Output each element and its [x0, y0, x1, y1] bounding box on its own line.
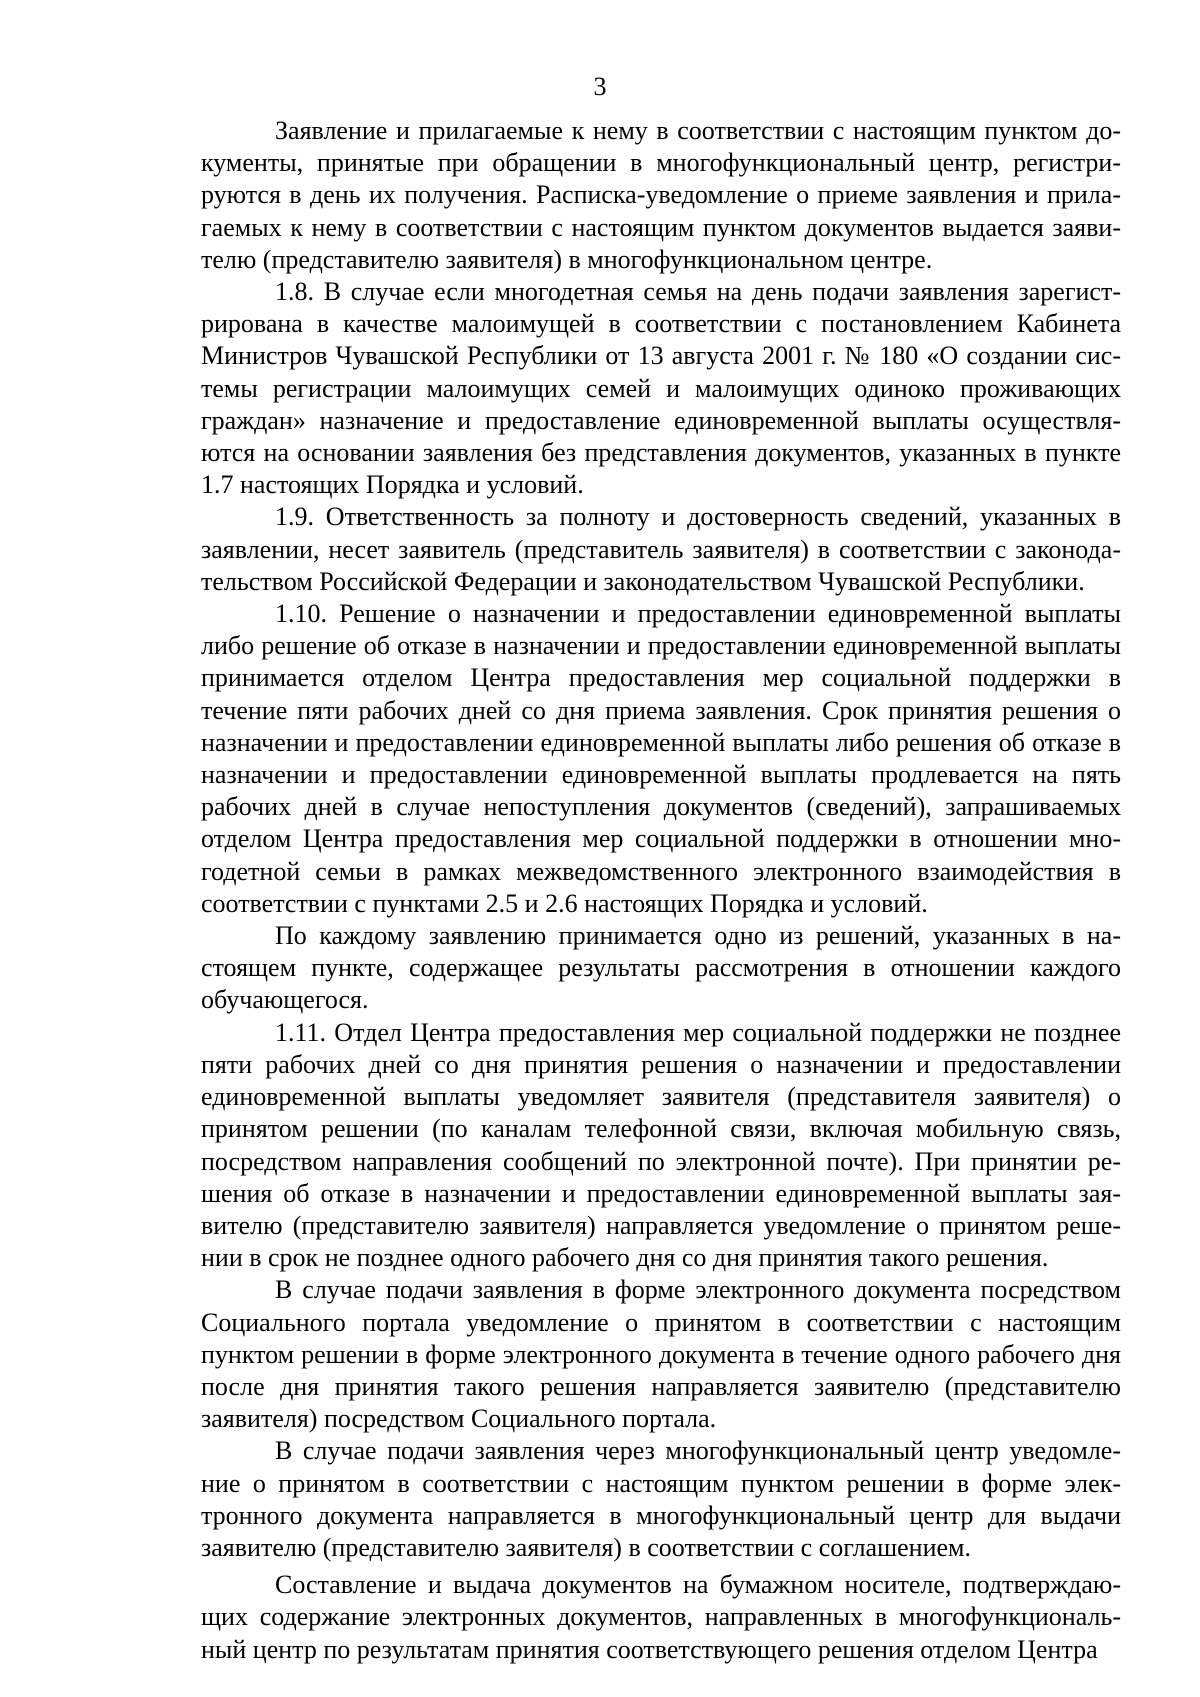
- paragraph-social-portal-notice: В случае подачи заявления в форме электронного документа посредством Социального портала уведомление о принятом в соответствии с настоящим пунктом решении в форме электронного документа в течение одного рабочего дня после дня принятия такого решения направляется заявителю (представителю заявителя) посредством Социального портала.: [201, 1275, 1121, 1434]
- paragraph-1-9: 1.9. Ответственность за полноту и достоверность сведений, указанных в заявлении, несет заявитель (представитель заявителя) в соответствии с законодательством Российской Федерации и законодательством Чувашской Республики.: [201, 502, 1121, 596]
- paragraph-1-11: 1.11. Отдел Центра предоставления мер социальной поддержки не позднее пяти рабочих дней со дня принятия решения о назначении и предоставлении единовременной выплаты уведомляет заявителя (представителя заявителя) о принятом решении (по каналам телефонной связи, включая мобильную связь, посредством направления сообщений по электронной почте). При принятии решения об отказе в назначении и предоставлении единовременной выплаты заявителю (представителю заявителя) направляется уведомление о принятом решении в срок не позднее одного рабочего дня со дня принятия такого решения.: [201, 1017, 1121, 1273]
- paragraph-application-registration: Заявление и прилагаемые к нему в соответствии с настоящим пунктом документы, принятые при обращении в многофункциональный центр, регистрируются в день их получения. Расписка-уведомление о приеме заявления и прилагаемых к нему в соответствии с настоящим пунктом документов выдается заявителю (представителю заявителя) в многофункциональном центре.: [201, 116, 1121, 274]
- paragraph-paper-documents: Составление и выдача документов на бумажном носителе, подтверждающих содержание электронных документов, направленных в многофункциональный центр по результатам принятия соответствующего решения отделом Центра: [201, 1570, 1121, 1664]
- page-number: 3: [593, 72, 607, 101]
- paragraph-1-10: 1.10. Решение о назначении и предоставлении единовременной выплаты либо решение об отказе в назначении и предоставлении единовременной выплаты принимается отделом Центра предоставления мер социальной поддержки в течение пяти рабочих дней со дня приема заявления. Срок принятия решения о назначении и предоставлении единовременной выплаты либо решения об отказе в назначении и предоставлении единовременной выплаты продлевается на пять рабочих дней в случае непоступления документов (сведений), запрашиваемых отделом Центра предоставления мер социальной поддержки в отношении многодетной семьи в рамках межведомственного электронного взаимодействия в соответствии с пунктами 2.5 и 2.6 настоящих Порядка и условий.: [201, 599, 1121, 918]
- paragraph-decision-per-application: По каждому заявлению принимается одно из решений, указанных в настоящем пункте, содержащее результаты рассмотрения в отношении каждого обучающегося.: [201, 921, 1121, 1015]
- paragraph-mfc-notice: В случае подачи заявления через многофункциональный центр уведомление о принятом в соответствии с настоящим пунктом решении в форме электронного документа направляется в многофункциональный центр для выдачи заявителю (представителю заявителя) в соответствии с соглашением.: [201, 1436, 1121, 1562]
- document-body: [201, 115, 1121, 1666]
- paragraph-1-8: 1.8. В случае если многодетная семья на день подачи заявления зарегистрирована в качестве малоимущей в соответствии с постановлением Кабинета Министров Чувашской Республики от 13 августа 2001 г. № 180 «О создании системы регистрации малоимущих семей и малоимущих одиноко проживающих граждан» назначение и предоставление единовременной выплаты осуществляются на основании заявления без представления документов, указанных в пункте 1.7 настоящих Порядка и условий.: [201, 277, 1121, 500]
